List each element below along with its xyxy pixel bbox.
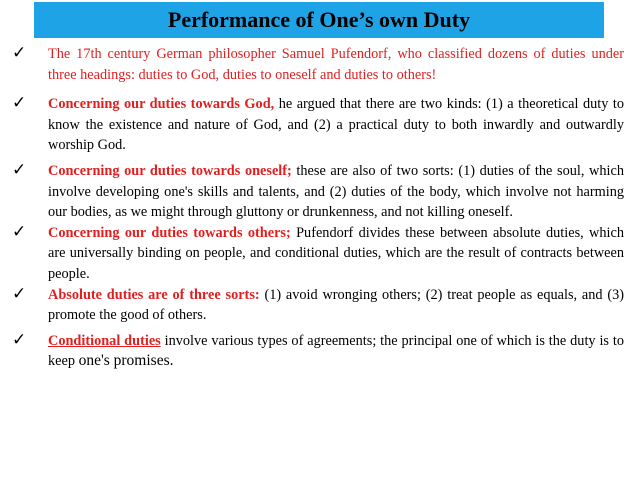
bullet-item-god [12,94,624,156]
bullet-lead-oneself: Concerning our duties towards oneself; [48,162,292,179]
bullet-list [12,44,624,377]
slide-title: Performance of One’s own Duty [167,7,471,32]
bullet-text-absolute: (1) avoid wronging others; (2) treat people as equals, and (3) promote the good of others. [48,286,624,324]
bullet-text-god: he argued that there are two kinds: (1) a theoretical duty to know the existence and nature of God, and (2) a practical duty to both inwardly and outwardly worship God. [48,96,624,154]
checkmark-icon: ✓ [12,43,27,63]
checkmark-icon: ✓ [12,159,27,180]
bullet-text-conditional-end: one's promises. [78,352,174,370]
bullet-item-oneself [12,161,624,223]
title-bar [34,2,604,38]
checkmark-icon: ✓ [12,283,27,304]
checkmark-icon: ✓ [12,221,27,242]
bullet-intro-text: The 17th century German philosopher Samuel Pufendorf, who classified dozens of duties under three headings: duties to God, duties to oneself and duties to others! [48,46,624,83]
bullet-item-absolute [12,285,624,326]
bullet-lead-god: Concerning our duties towards God, [48,96,275,113]
checkmark-icon: ✓ [12,93,27,114]
bullet-lead-others: Concerning our duties towards others; [48,224,291,241]
bullet-text-oneself: these are also of two sorts: (1) duties of the soul, which involve developing one's skills and talents, and (2) duties of the body, which involve not harming our bodies, as we might through gluttony or drunkenness, and not killing oneself. [48,162,624,221]
bullet-item-others [12,223,624,285]
bullet-text-others: Pufendorf divides these between absolute duties, which are universally binding on people, and conditional duties, which are the result of contracts between people. [48,224,624,282]
checkmark-icon: ✓ [12,329,27,350]
bullet-lead-absolute: Absolute duties are of three sorts: [48,286,260,303]
bullet-item-conditional [12,331,624,372]
bullet-item-intro [12,44,624,85]
bullet-lead-conditional: Conditional duties [48,332,161,349]
bullet-text-conditional: involve various types of agreements; the principal one of which is the duty is to keep [48,332,624,370]
